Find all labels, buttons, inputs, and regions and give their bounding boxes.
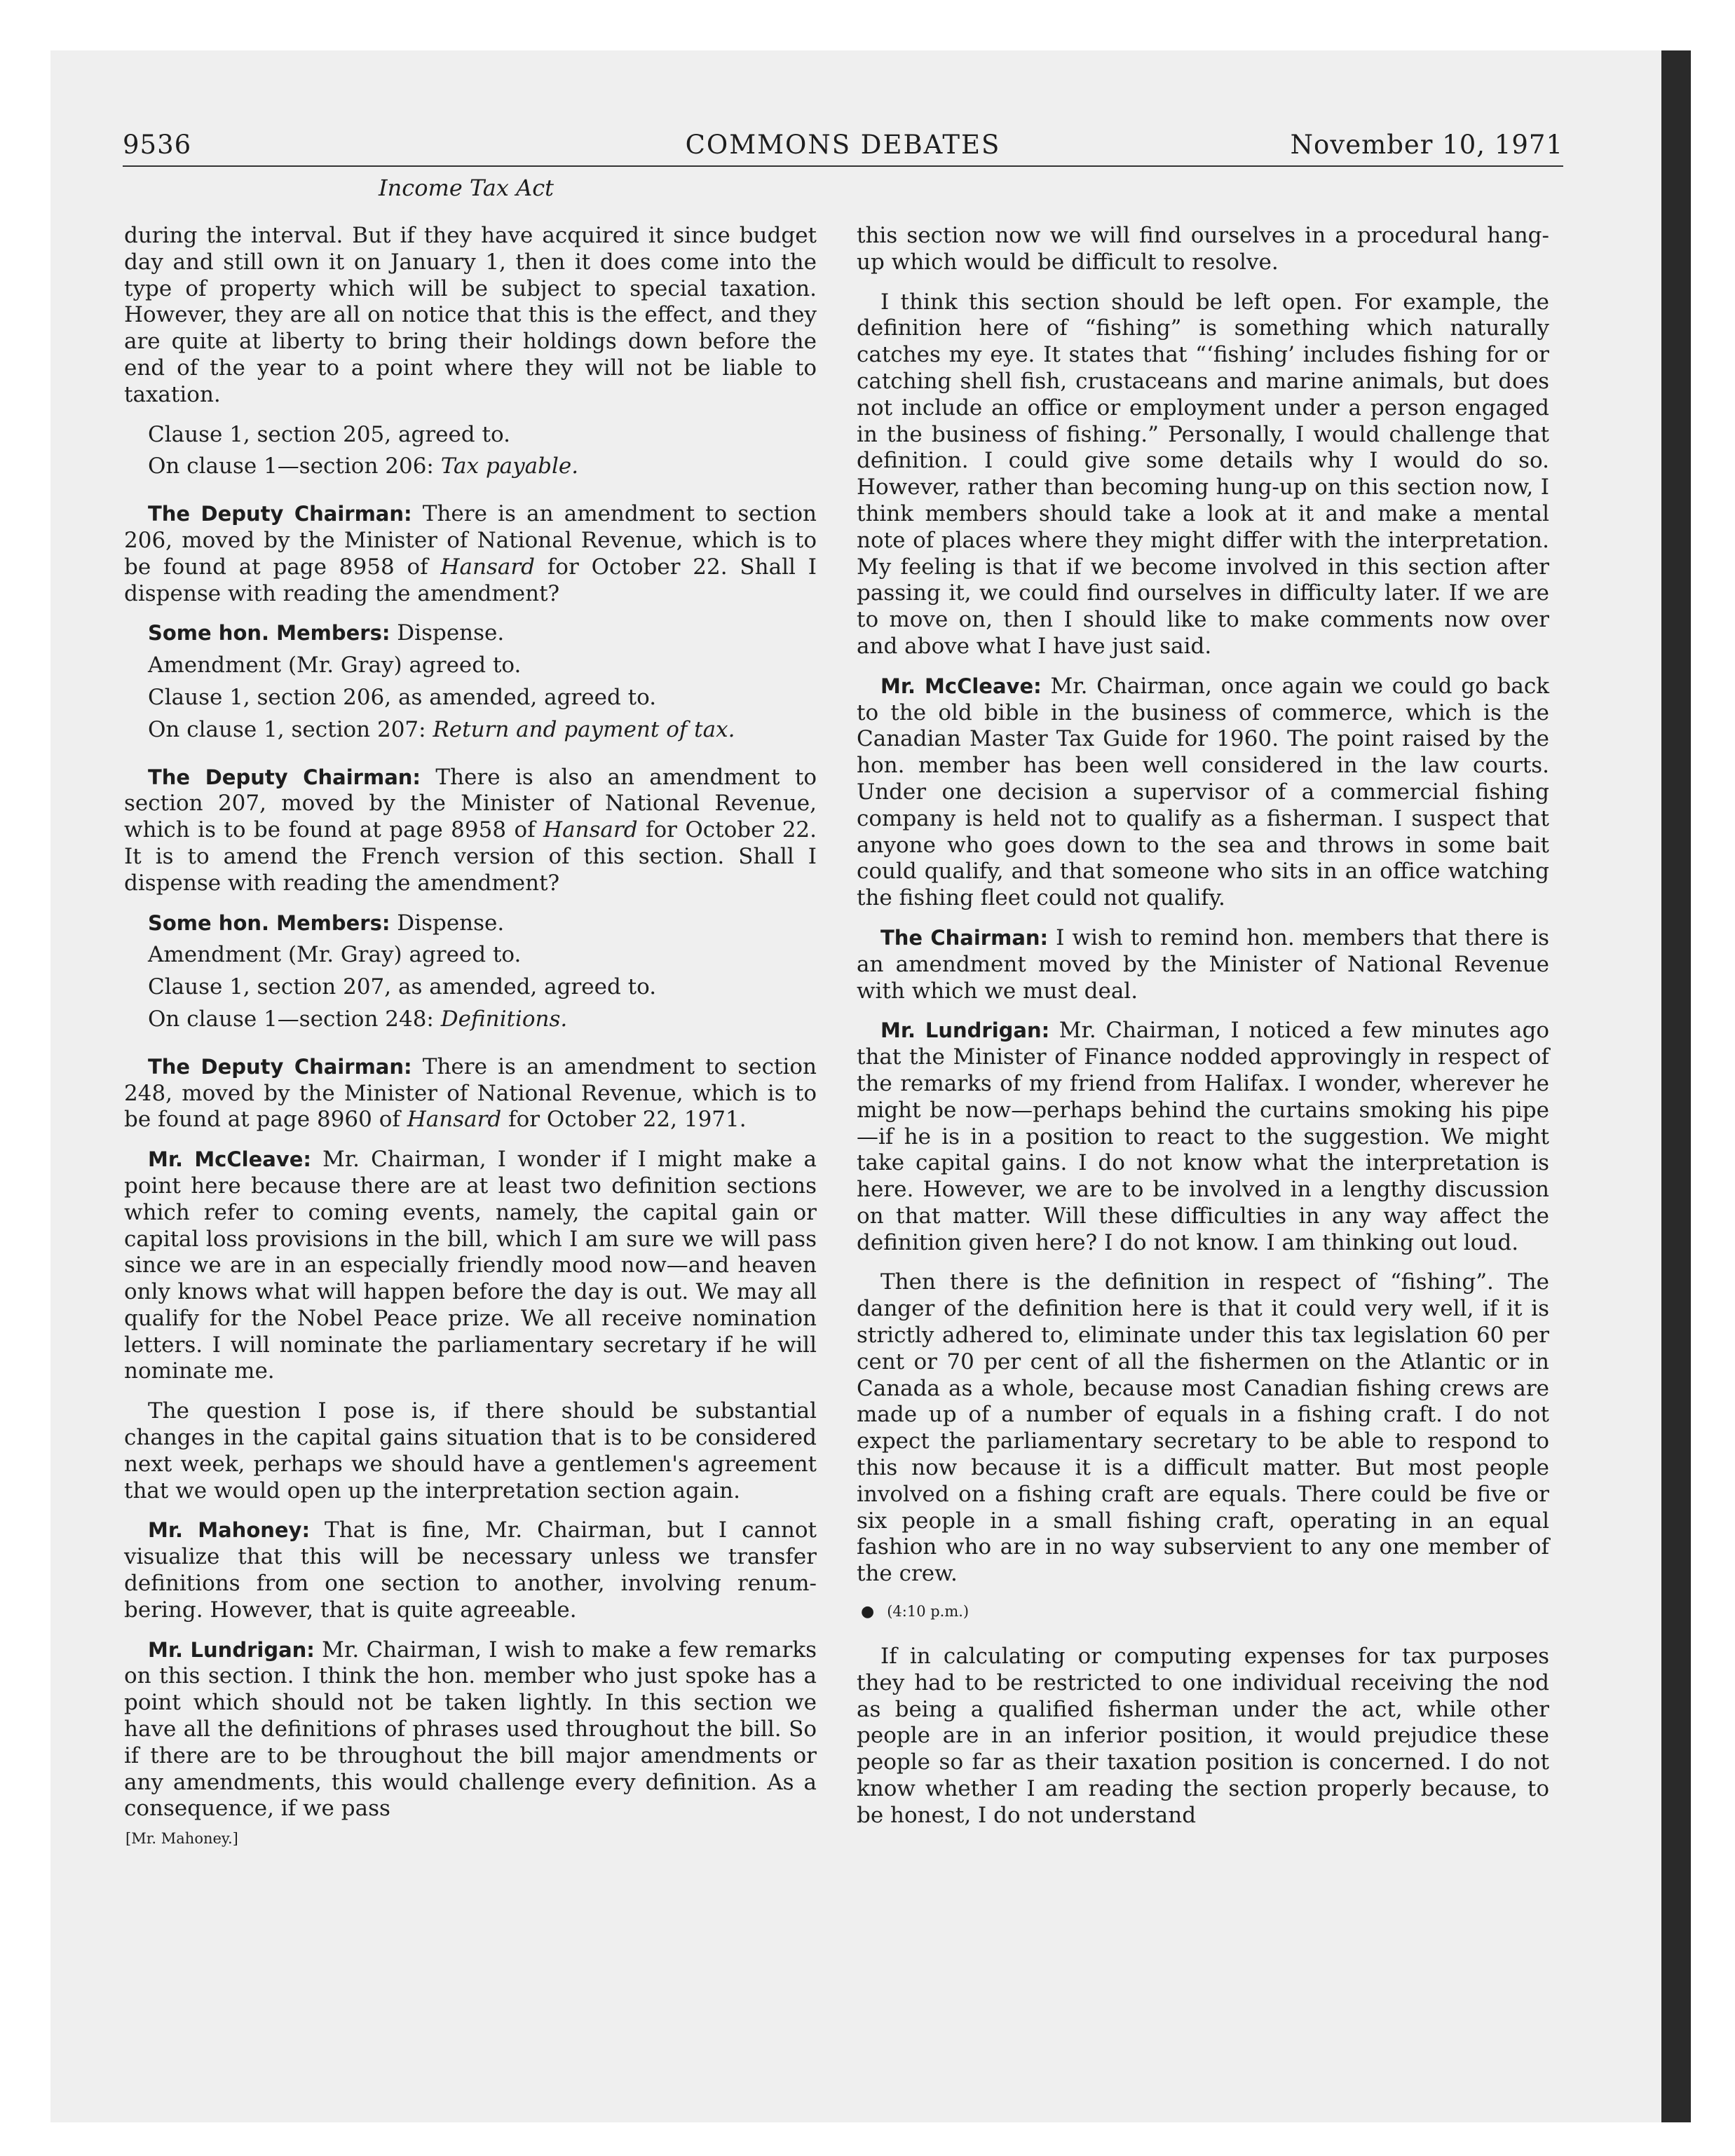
- page-date: November 10, 1971: [1290, 130, 1563, 160]
- paragraph: during the interval. But if they have acquired it since budget day and still own it on January 1, then it does come into the type of property which will be subject to special taxation. However, they are all on notice that this is the effect, and they are quite at liberty to bring their holdings down before the end of the year to a point where they will not be liable to taxation.: [124, 223, 817, 407]
- speech: [857, 674, 1549, 912]
- motion-line: Amendment (Mr. Gray) agreed to.: [148, 653, 522, 678]
- motion-line: Clause 1, section 206, as amended, agreed to.: [148, 684, 657, 710]
- paragraph: If in calculating or computing expenses for tax purposes they had to be restricted to one individual receiving the nod as being a qualified fisherman under the act, while other people are in an inferior position, it would prejudice these people so far as their taxation position is concerned. I do not know whether I am reading the section properly because, to be honest, I do not understand: [857, 1644, 1549, 1828]
- paragraph: I think this section should be left open. For example, the definition here of “fishing” is something which naturally catches my eye. It states that “‘fishing’ includes fishing for or catching shell fish, crustaceans and marine animals, but does not include an office or employment under a person engaged in the business of fishing.” Personally, I would challenge that definition. I could give some details why I would do so. However, rather than becoming hung-up on this section now, I think members should take a look at it and make a mental note of places where they might differ with the interpretation. My feeling is that if we become involved in this section after passing it, we could find ourselves in difficulty later. If we are to move on, then I should like to make comments now over and above what I have just said.: [857, 289, 1549, 659]
- scan-edge-bar: [1661, 50, 1691, 2122]
- speech: [857, 1018, 1549, 1256]
- publication-title: COMMONS DEBATES: [685, 130, 1001, 160]
- speaker-name: Mr. Mahoney:: [148, 1518, 311, 1543]
- speaker-name: Mr. McCleave:: [148, 1147, 311, 1172]
- hansard-ref: Hansard: [440, 554, 536, 580]
- motion-line: [124, 1007, 817, 1033]
- speaker-name: The Deputy Chairman:: [148, 765, 421, 789]
- motion-text: On clause 1—section 206:: [148, 453, 441, 479]
- speaker-name: The Deputy Chairman:: [148, 1054, 412, 1079]
- speech: [124, 620, 817, 647]
- paragraph: The question I pose is, if there should be substantial changes in the capital gains situation that is to be considered next week, perhaps we should have a gentlemen's agreement that we would open up the interpretation section again.: [124, 1398, 817, 1503]
- speech-text: Mr. Chairman, I wish to make a few remarks on this section. I think the hon. member who just spoke has a point which should not be taken lightly. In this section we have all the definitions of phrases used throughout the bill. So if there are to be throughout the bill major amendments or any amendments, this would challenge every definition. As a consequence, if we pass: [124, 1637, 817, 1822]
- speaker-name: Mr. McCleave:: [880, 674, 1042, 698]
- speech-text: for October 22. Shall I dispense with reading the amendment?: [124, 554, 817, 606]
- paragraph: Then there is the definition in respect of “fishing”. The danger of the definition here is that it could very well, if it is strictly adhered to, eliminate under this tax legislation 60 per cent or 70 per cent of all the fishermen on the Atlantic or in Canada as a whole, because most Canadian fishing crews are made up of a number of equals in a fishing craft. I do not expect the parliamentary secretary to be able to respond to this now because it is a difficult matter. But most people involved on a fishing craft are equals. There could be five or six people in a small fishing craft, operating in an equal fashion who are in no way subservient to any one member of the crew.: [857, 1269, 1549, 1587]
- speech: [124, 1054, 817, 1133]
- hansard-ref: Hansard: [543, 817, 638, 843]
- section-title: Tax payable.: [440, 453, 579, 479]
- motion-line: [124, 453, 817, 480]
- speech: [124, 910, 817, 937]
- speaker-name: Some hon. Members:: [148, 621, 390, 646]
- section-title: Return and payment of tax.: [433, 716, 735, 742]
- speaker-name: The Chairman:: [880, 925, 1049, 950]
- speech-text: There is an amendment to section 248, moved by the Minister of National Revenue, which is to be found at page 8960 of: [124, 1053, 817, 1133]
- running-head: Income Tax Act: [379, 175, 554, 201]
- page-header: [123, 125, 1563, 167]
- motion-line: Clause 1, section 205, agreed to.: [148, 421, 510, 447]
- speaker-name: Mr. Lundrigan:: [880, 1018, 1050, 1043]
- speech: [124, 1147, 817, 1385]
- speech-text: for October 22. It is to amend the French version of this section. Shall I dispense with reading the amendment?: [124, 817, 817, 896]
- speech-text: Mr. Chairman, once again we could go back to the old bible in the business of commerce, which is the Canadian Master Tax Guide for 1960. The point raised by the hon. member has been well considered in the law courts. Under one decision a supervisor of a commercial fishing company is held not to qualify as a fisherman. I suspect that anyone who goes down to the sea and throws in some bait could qualify, and that someone who sits in an office watching the fishing fleet could not qualify.: [857, 673, 1549, 911]
- speech: [857, 925, 1549, 1004]
- motion-text: On clause 1, section 207:: [148, 716, 433, 742]
- speech-text: That is fine, Mr. Chairman, but I cannot visualize that this will be necessary unless we transfer definitions from one section to another, involving renumbering. However, that is quite agreeable.: [124, 1517, 817, 1623]
- motion-text: On clause 1—section 248:: [148, 1006, 441, 1032]
- speaker-name: Mr. Lundrigan:: [148, 1637, 315, 1662]
- speech-text: Dispense.: [390, 620, 505, 646]
- motion-line: [124, 717, 817, 744]
- right-column: [857, 223, 1549, 1843]
- speech: [124, 501, 817, 607]
- timestamp-text: (4:10 p.m.): [887, 1603, 969, 1621]
- speech: [124, 1517, 817, 1623]
- motion-line: Amendment (Mr. Gray) agreed to.: [148, 942, 522, 968]
- speech: [124, 1637, 817, 1823]
- timestamp: [857, 1601, 1549, 1623]
- speech-text: Mr. Chairman, I wonder if I might make a point here because there are at least two definition sections which refer to coming events, namely, the capital gain or capital loss provisions in the bill, which I am sure we will pass since we are in an especially friendly mood now—and heaven only knows what will happen before the day is out. We may all qualify for the Nobel Peace prize. We all receive nomination letters. I will nominate the parliamentary secretary if he will nominate me.: [124, 1147, 817, 1384]
- speaker-name: The Deputy Chairman:: [148, 502, 412, 526]
- speech-text: I wish to remind hon. members that there is an amendment moved by the Minister of National Revenue with which we must deal.: [857, 925, 1549, 1004]
- speech-text: There is an amendment to section 206, moved by the Minister of National Revenue, which is to be found at page 8958 of: [124, 501, 817, 580]
- speech-text: Mr. Chairman, I noticed a few minutes ago that the Minister of Finance nodded approvingly in respect of the remarks of my friend from Halifax. I wonder, wherever he might be now—perhaps behind the curtains smoking his pipe—if he is in a position to react to the suggestion. We might take capital gains. I do not know what the interpretation is here. However, we are to be involved in a lengthy discussion on that matter. Will these difficulties in any way affect the definition given here? I do not know. I am thinking out loud.: [857, 1018, 1549, 1255]
- paragraph: this section now we will find ourselves in a procedural hang-up which would be difficult to resolve.: [857, 223, 1549, 275]
- motion-line: Clause 1, section 207, as amended, agreed to.: [148, 974, 657, 1000]
- speaker-name: Some hon. Members:: [148, 910, 390, 935]
- page-number: 9536: [123, 130, 192, 160]
- speech-text: There is also an amendment to section 207, moved by the Minister of National Revenue, which is to be found at page 8958 of: [124, 764, 817, 843]
- speaker-footer-note: [Mr. Mahoney.]: [125, 1830, 238, 1848]
- hansard-ref: Hansard: [407, 1107, 502, 1133]
- speech-text: for October 22, 1971.: [501, 1107, 747, 1133]
- section-title: Definitions.: [440, 1006, 568, 1032]
- speech: [124, 765, 817, 897]
- left-column: [124, 223, 817, 1849]
- speech-text: Dispense.: [390, 910, 505, 936]
- bullet-icon: ●: [861, 1603, 875, 1621]
